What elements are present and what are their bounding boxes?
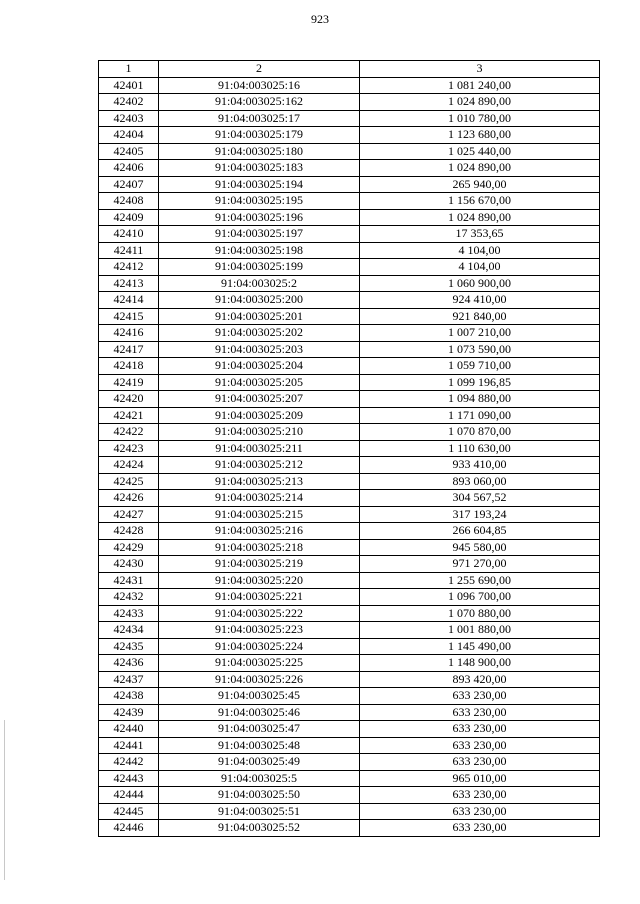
row-number-cell: 42403 [99, 110, 159, 127]
table-row [99, 770, 600, 787]
row-number-cell: 42439 [99, 704, 159, 721]
cadastral-number-cell: 91:04:003025:223 [159, 622, 360, 639]
table-row [99, 193, 600, 210]
cadastral-number-cell: 91:04:003025:216 [159, 523, 360, 540]
value-cell: 633 230,00 [360, 688, 600, 705]
value-cell: 633 230,00 [360, 754, 600, 771]
value-cell: 1 010 780,00 [360, 110, 600, 127]
table-row [99, 341, 600, 358]
value-cell: 965 010,00 [360, 770, 600, 787]
row-number-cell: 42404 [99, 127, 159, 144]
cadastral-number-cell: 91:04:003025:214 [159, 490, 360, 507]
cadastral-number-cell: 91:04:003025:50 [159, 787, 360, 804]
row-number-cell: 42443 [99, 770, 159, 787]
table-row [99, 143, 600, 160]
table-row [99, 688, 600, 705]
row-number-cell: 42441 [99, 737, 159, 754]
table-row [99, 457, 600, 474]
value-cell: 1 255 690,00 [360, 572, 600, 589]
table-row [99, 721, 600, 738]
value-cell: 1 145 490,00 [360, 638, 600, 655]
table-row [99, 374, 600, 391]
value-cell: 1 156 670,00 [360, 193, 600, 210]
row-number-cell: 42415 [99, 308, 159, 325]
table-row [99, 391, 600, 408]
cadastral-number-cell: 91:04:003025:210 [159, 424, 360, 441]
table-row [99, 77, 600, 94]
cadastral-number-cell: 91:04:003025:225 [159, 655, 360, 672]
value-cell: 1 148 900,00 [360, 655, 600, 672]
cadastral-number-cell: 91:04:003025:203 [159, 341, 360, 358]
row-number-cell: 42412 [99, 259, 159, 276]
table-row [99, 407, 600, 424]
cadastral-number-cell: 91:04:003025:221 [159, 589, 360, 606]
table-row [99, 820, 600, 837]
cadastral-number-cell: 91:04:003025:201 [159, 308, 360, 325]
value-cell: 1 001 880,00 [360, 622, 600, 639]
row-number-cell: 42417 [99, 341, 159, 358]
cadastral-number-cell: 91:04:003025:220 [159, 572, 360, 589]
row-number-cell: 42418 [99, 358, 159, 375]
row-number-cell: 42442 [99, 754, 159, 771]
row-number-cell: 42432 [99, 589, 159, 606]
cadastral-number-cell: 91:04:003025:51 [159, 803, 360, 820]
margin-line [4, 720, 5, 880]
cadastral-number-cell: 91:04:003025:222 [159, 605, 360, 622]
table-row [99, 110, 600, 127]
cadastral-number-cell: 91:04:003025:47 [159, 721, 360, 738]
value-cell: 1 110 630,00 [360, 440, 600, 457]
value-cell: 633 230,00 [360, 803, 600, 820]
cadastral-number-cell: 91:04:003025:211 [159, 440, 360, 457]
table-row [99, 127, 600, 144]
value-cell: 4 104,00 [360, 242, 600, 259]
row-number-cell: 42401 [99, 77, 159, 94]
table-row [99, 572, 600, 589]
cadastral-number-cell: 91:04:003025:52 [159, 820, 360, 837]
table-row [99, 424, 600, 441]
cadastral-number-cell: 91:04:003025:204 [159, 358, 360, 375]
row-number-cell: 42427 [99, 506, 159, 523]
row-number-cell: 42409 [99, 209, 159, 226]
value-cell: 633 230,00 [360, 704, 600, 721]
value-cell: 633 230,00 [360, 721, 600, 738]
cadastral-number-cell: 91:04:003025:2 [159, 275, 360, 292]
cadastral-number-cell: 91:04:003025:195 [159, 193, 360, 210]
row-number-cell: 42410 [99, 226, 159, 243]
cadastral-number-cell: 91:04:003025:202 [159, 325, 360, 342]
column-header-2: 2 [159, 61, 360, 78]
value-cell: 1 171 090,00 [360, 407, 600, 424]
table-row [99, 671, 600, 688]
row-number-cell: 42411 [99, 242, 159, 259]
column-header-3: 3 [360, 61, 600, 78]
table-row [99, 506, 600, 523]
cadastral-number-cell: 91:04:003025:5 [159, 770, 360, 787]
row-number-cell: 42407 [99, 176, 159, 193]
value-cell: 1 123 680,00 [360, 127, 600, 144]
table-row [99, 605, 600, 622]
row-number-cell: 42425 [99, 473, 159, 490]
value-cell: 893 060,00 [360, 473, 600, 490]
cadastral-number-cell: 91:04:003025:213 [159, 473, 360, 490]
value-cell: 1 070 880,00 [360, 605, 600, 622]
value-cell: 1 024 890,00 [360, 94, 600, 111]
row-number-cell: 42424 [99, 457, 159, 474]
cadastral-number-cell: 91:04:003025:198 [159, 242, 360, 259]
value-cell: 921 840,00 [360, 308, 600, 325]
value-cell: 1 007 210,00 [360, 325, 600, 342]
row-number-cell: 42431 [99, 572, 159, 589]
row-number-cell: 42444 [99, 787, 159, 804]
value-cell: 17 353,65 [360, 226, 600, 243]
cadastral-number-cell: 91:04:003025:224 [159, 638, 360, 655]
cadastral-number-cell: 91:04:003025:205 [159, 374, 360, 391]
table-row [99, 473, 600, 490]
cadastral-number-cell: 91:04:003025:180 [159, 143, 360, 160]
value-cell: 1 024 890,00 [360, 209, 600, 226]
cadastral-number-cell: 91:04:003025:199 [159, 259, 360, 276]
value-cell: 633 230,00 [360, 820, 600, 837]
cadastral-number-cell: 91:04:003025:194 [159, 176, 360, 193]
cadastral-number-cell: 91:04:003025:215 [159, 506, 360, 523]
row-number-cell: 42428 [99, 523, 159, 540]
value-cell: 1 099 196,85 [360, 374, 600, 391]
row-number-cell: 42429 [99, 539, 159, 556]
table-row [99, 358, 600, 375]
value-cell: 945 580,00 [360, 539, 600, 556]
value-cell: 924 410,00 [360, 292, 600, 309]
row-number-cell: 42420 [99, 391, 159, 408]
table-row [99, 176, 600, 193]
value-cell: 1 094 880,00 [360, 391, 600, 408]
row-number-cell: 42405 [99, 143, 159, 160]
row-number-cell: 42402 [99, 94, 159, 111]
table-row [99, 275, 600, 292]
value-cell: 1 081 240,00 [360, 77, 600, 94]
table-row [99, 292, 600, 309]
value-cell: 1 060 900,00 [360, 275, 600, 292]
cadastral-number-cell: 91:04:003025:212 [159, 457, 360, 474]
page-number: 923 [311, 12, 329, 26]
table-row [99, 556, 600, 573]
row-number-cell: 42436 [99, 655, 159, 672]
cadastral-number-cell: 91:04:003025:218 [159, 539, 360, 556]
value-cell: 317 193,24 [360, 506, 600, 523]
table-row [99, 539, 600, 556]
cadastral-number-cell: 91:04:003025:209 [159, 407, 360, 424]
row-number-cell: 42414 [99, 292, 159, 309]
value-cell: 933 410,00 [360, 457, 600, 474]
table-row [99, 308, 600, 325]
value-cell: 304 567,52 [360, 490, 600, 507]
row-number-cell: 42419 [99, 374, 159, 391]
table-row [99, 787, 600, 804]
value-cell: 1 025 440,00 [360, 143, 600, 160]
row-number-cell: 42435 [99, 638, 159, 655]
table-row [99, 94, 600, 111]
cadastral-number-cell: 91:04:003025:200 [159, 292, 360, 309]
value-cell: 1 073 590,00 [360, 341, 600, 358]
cadastral-number-cell: 91:04:003025:207 [159, 391, 360, 408]
row-number-cell: 42445 [99, 803, 159, 820]
value-cell: 265 940,00 [360, 176, 600, 193]
row-number-cell: 42426 [99, 490, 159, 507]
table-row [99, 589, 600, 606]
value-cell: 633 230,00 [360, 787, 600, 804]
table-row [99, 440, 600, 457]
table-row [99, 737, 600, 754]
table-row [99, 226, 600, 243]
table-row [99, 704, 600, 721]
cadastral-number-cell: 91:04:003025:183 [159, 160, 360, 177]
cadastral-number-cell: 91:04:003025:45 [159, 688, 360, 705]
row-number-cell: 42423 [99, 440, 159, 457]
cadastral-number-cell: 91:04:003025:49 [159, 754, 360, 771]
row-number-cell: 42437 [99, 671, 159, 688]
row-number-cell: 42446 [99, 820, 159, 837]
cadastral-number-cell: 91:04:003025:219 [159, 556, 360, 573]
table-row [99, 259, 600, 276]
value-cell: 1 059 710,00 [360, 358, 600, 375]
table-header-row [99, 61, 600, 78]
cadastral-number-cell: 91:04:003025:48 [159, 737, 360, 754]
table-row [99, 242, 600, 259]
cadastral-number-cell: 91:04:003025:46 [159, 704, 360, 721]
value-cell: 1 096 700,00 [360, 589, 600, 606]
cadastral-number-cell: 91:04:003025:162 [159, 94, 360, 111]
row-number-cell: 42430 [99, 556, 159, 573]
value-cell: 1 024 890,00 [360, 160, 600, 177]
row-number-cell: 42438 [99, 688, 159, 705]
table-row [99, 523, 600, 540]
row-number-cell: 42434 [99, 622, 159, 639]
cadastral-value-table [98, 60, 600, 837]
table-row [99, 490, 600, 507]
row-number-cell: 42408 [99, 193, 159, 210]
cadastral-number-cell: 91:04:003025:197 [159, 226, 360, 243]
table-row [99, 160, 600, 177]
table-row [99, 655, 600, 672]
cadastral-number-cell: 91:04:003025:226 [159, 671, 360, 688]
row-number-cell: 42416 [99, 325, 159, 342]
row-number-cell: 42422 [99, 424, 159, 441]
value-cell: 1 070 870,00 [360, 424, 600, 441]
value-cell: 633 230,00 [360, 737, 600, 754]
value-cell: 4 104,00 [360, 259, 600, 276]
table-row [99, 209, 600, 226]
table-row [99, 803, 600, 820]
row-number-cell: 42421 [99, 407, 159, 424]
row-number-cell: 42413 [99, 275, 159, 292]
table-row [99, 638, 600, 655]
value-cell: 893 420,00 [360, 671, 600, 688]
table-row [99, 622, 600, 639]
row-number-cell: 42440 [99, 721, 159, 738]
cadastral-number-cell: 91:04:003025:196 [159, 209, 360, 226]
row-number-cell: 42433 [99, 605, 159, 622]
value-cell: 266 604,85 [360, 523, 600, 540]
column-header-1: 1 [99, 61, 159, 78]
cadastral-number-cell: 91:04:003025:17 [159, 110, 360, 127]
table-body [99, 77, 600, 836]
cadastral-number-cell: 91:04:003025:179 [159, 127, 360, 144]
table-row [99, 754, 600, 771]
value-cell: 971 270,00 [360, 556, 600, 573]
row-number-cell: 42406 [99, 160, 159, 177]
cadastral-number-cell: 91:04:003025:16 [159, 77, 360, 94]
table-row [99, 325, 600, 342]
